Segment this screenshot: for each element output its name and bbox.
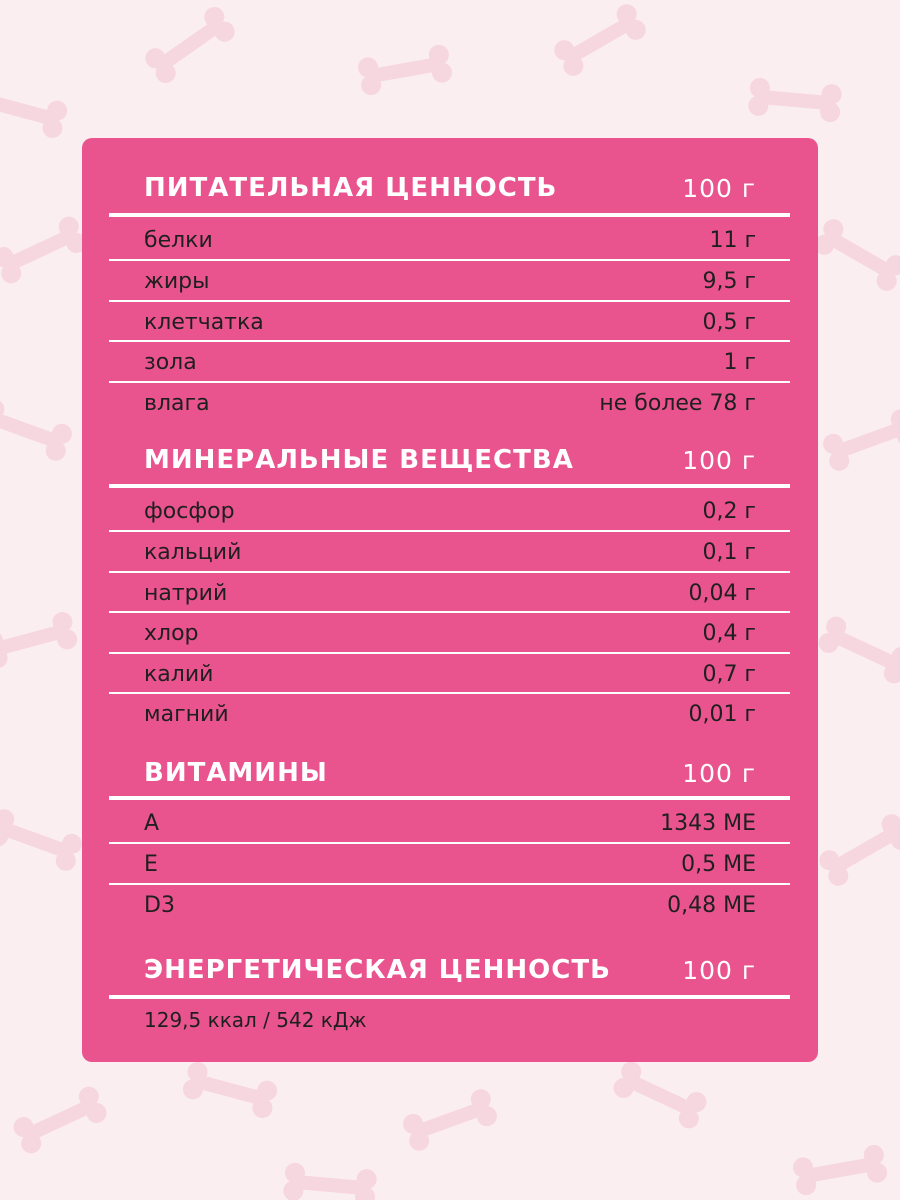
bone-icon xyxy=(283,1162,378,1200)
nutrient-name: белки xyxy=(144,227,213,253)
mineral-value: 0,01 г xyxy=(688,701,756,727)
bone-icon xyxy=(551,1,650,80)
bone-icon xyxy=(816,811,900,890)
bone-icon xyxy=(610,1058,709,1131)
vitamin-name: A xyxy=(144,810,160,836)
nutrient-value: 0,5 г xyxy=(702,309,756,335)
nutrition-card xyxy=(82,138,818,1062)
minerals-section-header xyxy=(144,440,756,480)
nutrient-name: жиры xyxy=(144,268,210,294)
vitamin-row xyxy=(144,885,756,925)
energy-section-unit: 100 г xyxy=(682,955,756,985)
nutrient-name: клетчатка xyxy=(144,309,264,335)
bone-icon xyxy=(10,1083,109,1156)
mineral-value: 0,4 г xyxy=(702,620,756,646)
bone-icon xyxy=(356,43,453,96)
vitamins-section-title: ВИТАМИНЫ xyxy=(144,758,328,788)
nutrient-value: 9,5 г xyxy=(702,268,756,294)
mineral-row xyxy=(144,491,756,531)
bone-icon xyxy=(0,213,90,286)
bone-icon xyxy=(141,3,238,87)
section-divider xyxy=(109,213,790,217)
bone-icon xyxy=(811,216,900,295)
section-divider xyxy=(109,796,790,800)
nutrient-row xyxy=(144,302,756,342)
nutrient-row xyxy=(144,383,756,423)
bone-icon xyxy=(820,406,900,473)
nutrition-section-title: ПИТАТЕЛЬНАЯ ЦЕННОСТЬ xyxy=(144,173,558,203)
bone-icon xyxy=(400,1086,499,1153)
bone-icon xyxy=(0,806,85,873)
vitamin-row xyxy=(144,844,756,884)
bone-icon xyxy=(181,1060,280,1121)
mineral-value: 0,2 г xyxy=(702,498,756,524)
vitamin-value: 0,5 МЕ xyxy=(681,851,756,877)
nutrient-row xyxy=(144,261,756,301)
mineral-name: натрий xyxy=(144,580,228,606)
mineral-name: магний xyxy=(144,701,229,727)
section-divider xyxy=(109,484,790,488)
nutrient-row xyxy=(144,220,756,260)
vitamin-value: 0,48 МЕ xyxy=(667,892,756,918)
mineral-value: 0,1 г xyxy=(702,539,756,565)
bone-icon xyxy=(0,396,75,463)
mineral-row xyxy=(144,613,756,653)
nutrient-value: 1 г xyxy=(723,349,756,375)
energy-section-title: ЭНЕРГЕТИЧЕСКАЯ ЦЕННОСТЬ xyxy=(144,955,611,985)
mineral-row xyxy=(144,573,756,613)
vitamin-name: E xyxy=(144,851,158,877)
nutrient-row xyxy=(144,342,756,382)
nutrient-value: не более 78 г xyxy=(599,390,756,416)
mineral-row xyxy=(144,532,756,572)
bone-icon xyxy=(748,77,843,123)
bone-icon xyxy=(791,1143,888,1196)
nutrient-name: влага xyxy=(144,390,210,416)
mineral-row xyxy=(144,654,756,694)
nutrient-value: 11 г xyxy=(709,227,756,253)
vitamin-row xyxy=(144,803,756,843)
nutrition-section-unit: 100 г xyxy=(682,173,756,203)
nutrient-name: зола xyxy=(144,349,197,375)
mineral-row xyxy=(144,694,756,734)
vitamin-name: D3 xyxy=(144,892,175,918)
minerals-section-title: МИНЕРАЛЬНЫЕ ВЕЩЕСТВА xyxy=(144,445,574,475)
energy-value: 129,5 ккал / 542 кДж xyxy=(144,1008,367,1032)
minerals-section-unit: 100 г xyxy=(682,445,756,475)
vitamins-section-header xyxy=(144,753,756,793)
nutrition-section-header xyxy=(144,168,756,208)
section-divider xyxy=(109,995,790,999)
bone-icon xyxy=(0,610,79,671)
mineral-value: 0,7 г xyxy=(702,661,756,687)
vitamin-value: 1343 МЕ xyxy=(660,810,756,836)
mineral-name: хлор xyxy=(144,620,199,646)
mineral-name: кальций xyxy=(144,539,242,565)
bone-icon xyxy=(0,80,69,141)
bone-icon xyxy=(815,613,900,686)
mineral-name: фосфор xyxy=(144,498,235,524)
vitamins-section-unit: 100 г xyxy=(682,758,756,788)
energy-section-header xyxy=(144,950,756,990)
mineral-name: калий xyxy=(144,661,214,687)
mineral-value: 0,04 г xyxy=(688,580,756,606)
